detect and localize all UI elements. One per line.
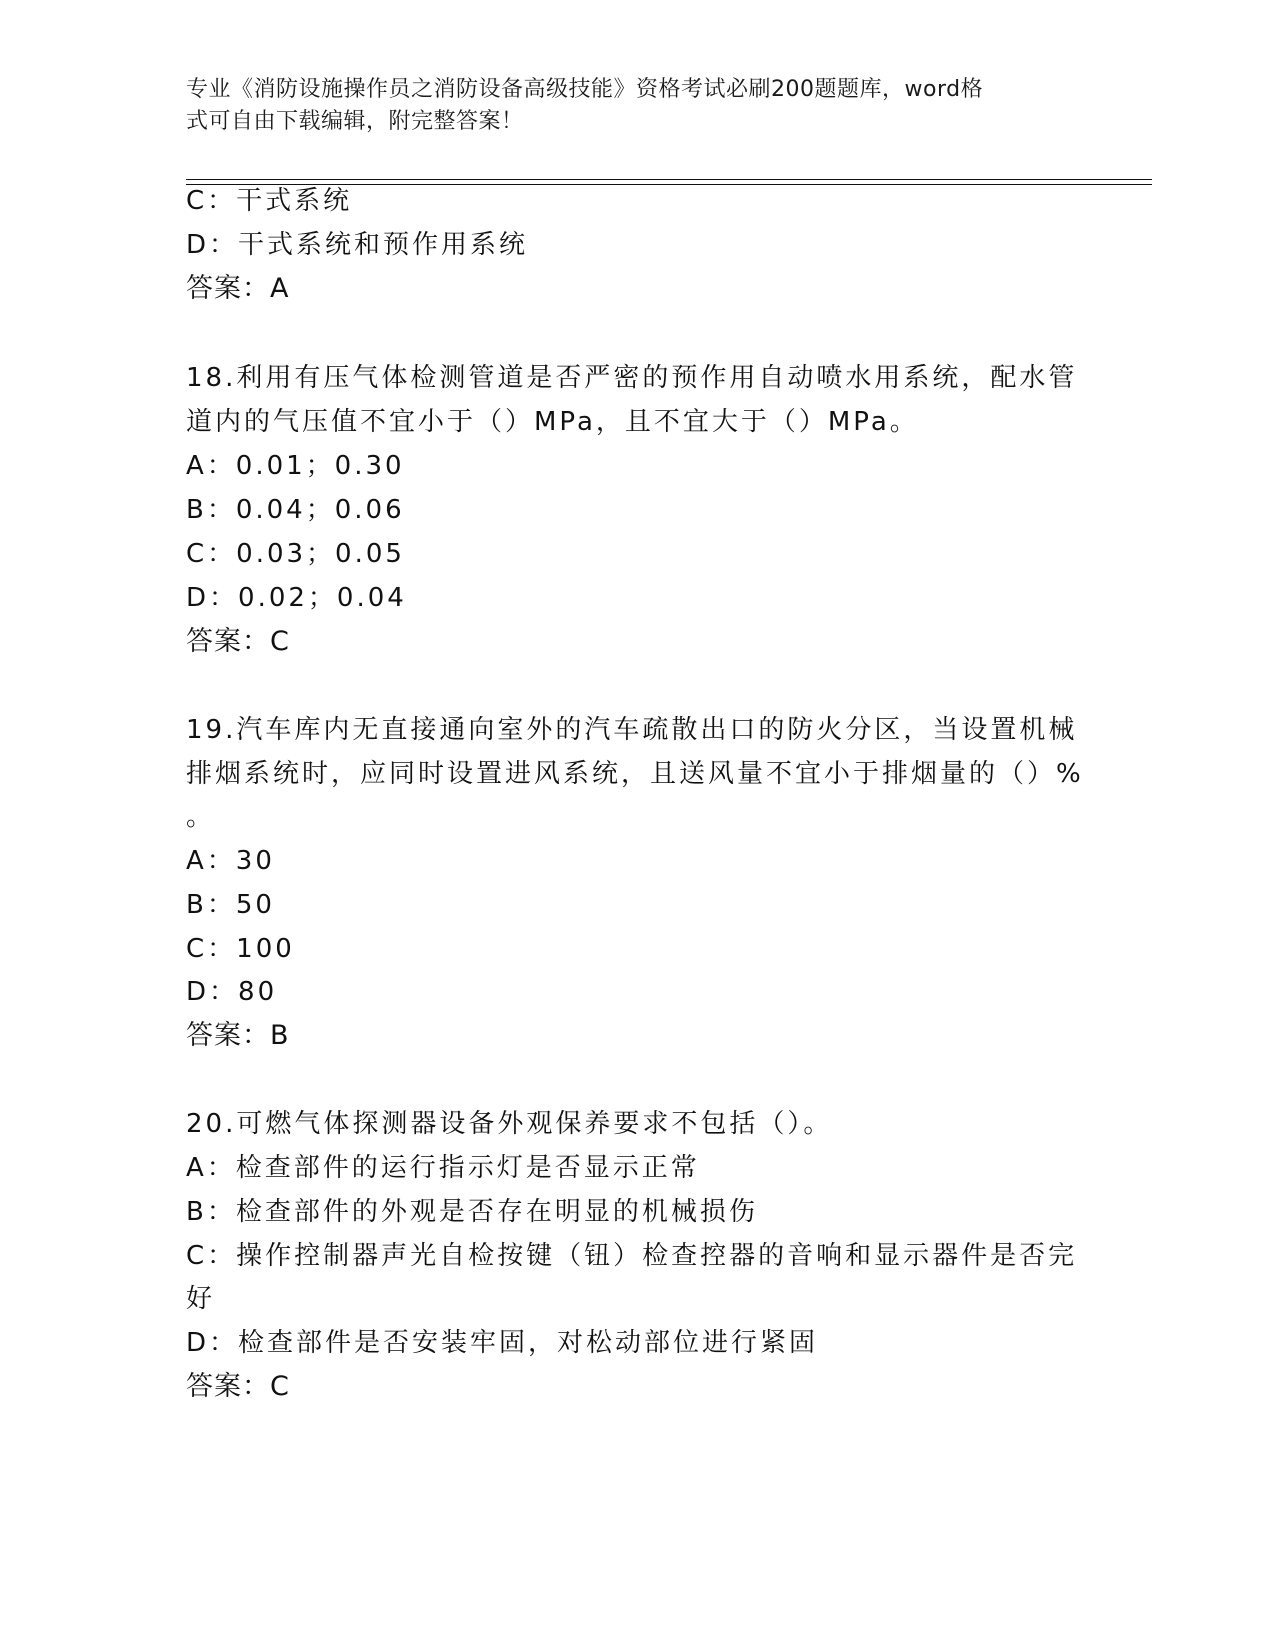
q19-option-d: D：80: [186, 977, 278, 1007]
q18-stem-line-2: 道内的气压值不宜小于（）MPa，且不宜大于（）MPa。: [186, 407, 919, 437]
q18-option-d: D：0.02；0.04: [186, 583, 407, 613]
q19-stem-line-1: 19.汽车库内无直接通向室外的汽车疏散出口的防火分区，当设置机械: [186, 715, 1078, 745]
q19-stem-line-2: 排烟系统时，应同时设置进风系统，且送风量不宜小于排烟量的（）%: [186, 759, 1084, 789]
q17-option-c: C：干式系统: [186, 186, 353, 216]
q20-option-b: B：检查部件的外观是否存在明显的机械损伤: [186, 1197, 758, 1227]
q19-option-c: C：100: [186, 934, 295, 964]
q18-stem-line-1: 18.利用有压气体检测管道是否严密的预作用自动喷水用系统，配水管: [186, 363, 1078, 393]
q20-answer: 答案：C: [186, 1371, 290, 1402]
document-header: [186, 74, 1066, 138]
header-title-line-2: 式可自由下载编辑，附完整答案！: [186, 109, 524, 134]
header-title-line-1: 专业《消防设施操作员之消防设备高级技能》资格考试必刷200题题库，word格: [186, 77, 984, 102]
q20-stem-line-1: 20.可燃气体探测器设备外观保养要求不包括（）。: [186, 1109, 833, 1139]
q19-answer: 答案：B: [186, 1020, 290, 1051]
q19-option-b: B：50: [186, 890, 275, 920]
q20-option-c-line-2: 好: [186, 1284, 216, 1314]
q20-option-a: A：检查部件的运行指示灯是否显示正常: [186, 1153, 700, 1183]
q18-option-a: A：0.01；0.30: [186, 451, 405, 481]
q18-option-b: B：0.04；0.06: [186, 495, 405, 525]
q17-answer: 答案：A: [186, 273, 290, 304]
q17-option-d: D：干式系统和预作用系统: [186, 230, 529, 260]
q18-option-c: C：0.03；0.05: [186, 539, 405, 569]
header-divider-top: [186, 179, 1152, 180]
q18-answer: 答案：C: [186, 626, 290, 657]
q20-option-d: D：检查部件是否安装牢固，对松动部位进行紧固: [186, 1328, 819, 1358]
q20-option-c-line-1: C：操作控制器声光自检按键（钮）检查控器的音响和显示器件是否完: [186, 1241, 1078, 1271]
q19-option-a: A：30: [186, 846, 275, 876]
q19-stem-line-3: 。: [186, 802, 216, 832]
